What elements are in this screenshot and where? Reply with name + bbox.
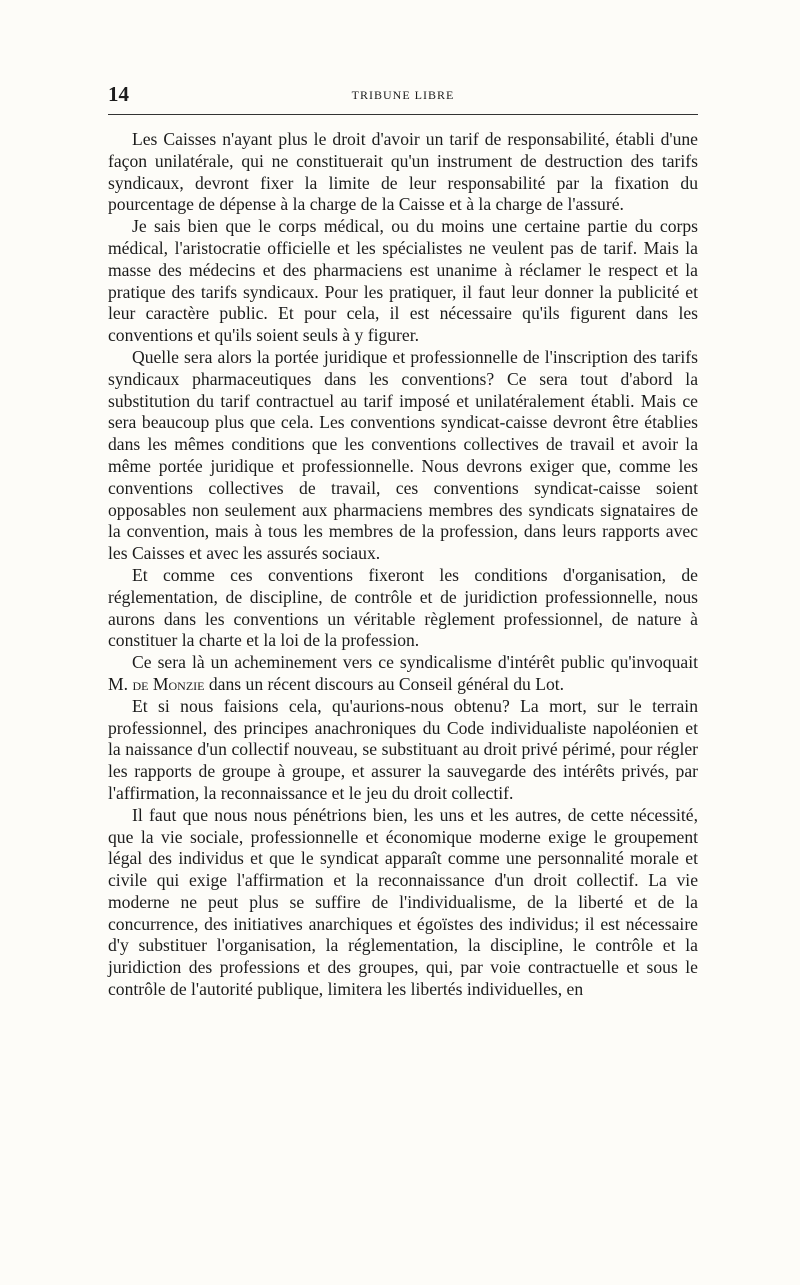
paragraph-5-after: dans un récent discours au Conseil général du Lot. (204, 673, 565, 694)
paragraph-7: Il faut que nous nous pénétrions bien, les uns et les autres, de cette nécessité, que la vie sociale, professionnelle et économique moderne exige le groupement légal des individus et que le syndicat apparaît comme une personnalité morale et civile qui exige l'affirmation et la reconnaissance d'un droit collectif. La vie moderne ne peut plus se suffire de l'individualisme, de la liberté et de la concurrence, des initiatives anarchiques et égoïstes des individus; il est nécessaire d'y substituer l'organisation, la réglementation, la discipline, le contrôle et la juridiction des professions et des groupes, qui, par voie contractuelle et sous le contrôle de l'autorité publique, limitera les libertés individuelles, en (108, 804, 698, 1000)
running-title: TRIBUNE LIBRE (351, 88, 455, 102)
paragraph-3: Quelle sera alors la portée juridique et professionnelle de l'inscription des tarifs syndicaux pharmaceutiques dans les conventions? Ce sera tout d'abord la substitution du tarif contractuel au tarif imposé et unilatéralement établi. Mais ce sera beaucoup plus que cela. Les conventions syndicat-caisse devront être établies dans les mêmes conditions que les conventions collectives de travail et avoir la même portée juridique et professionnelle. Nous devrons exiger que, comme les conventions collectives de travail, ces conventions syndicat-caisse soient opposables non seulement aux pharmaciens membres des syndicats signataires de la convention, mais à tous les membres de la profession, dans leurs rapports avec les Caisses et avec les assurés sociaux. (108, 346, 698, 564)
page-number: 14 (108, 82, 129, 106)
body-text (108, 129, 698, 1001)
paragraph-6: Et si nous faisions cela, qu'aurions-nous obtenu? La mort, sur le terrain professionnel, des principes anachroniques du Code individualiste napoléonien et la naissance d'un collectif nouveau, se substituant au droit privé périmé, pour régler les rapports de groupe à groupe, et assurer la sauvegarde des intérêts privés, par l'affirmation, la reconnaissance et le jeu du droit collectif. (108, 695, 698, 803)
header-rule (108, 114, 698, 115)
document-page (108, 82, 698, 1001)
paragraph-5 (108, 652, 698, 696)
person-name: de Monzie (132, 673, 205, 694)
paragraph-4: Et comme ces conventions fixeront les conditions d'organisation, de réglementation, de discipline, de contrôle et de juridiction professionnelle, nous aurons dans les conventions un véritable règlement professionnel, de nature à constituer la charte et la loi de la profession. (108, 564, 698, 651)
paragraph-5-before: Ce sera là un acheminement vers ce syndicalisme d'intérêt public qu'invoquait M. (108, 652, 698, 694)
paragraph-1: Les Caisses n'ayant plus le droit d'avoir un tarif de responsabilité, établi d'une façon unilatérale, qui ne constituerait qu'un instrument de destruction des tarifs syndicaux, devront fixer la limite de leur responsabilité par la fixation du pourcentage de dépense à la charge de la Caisse et à la charge de l'assuré. (108, 129, 698, 215)
paragraph-2: Je sais bien que le corps médical, ou du moins une certaine partie du corps médical, l'aristocratie officielle et les spécialistes ne veulent pas de tarif. Mais la masse des médecins et des pharmaciens est unanime à réclamer le respect et la pratique des tarifs syndicaux. Pour les pratiquer, il faut leur donner la publicité et leur caractère public. Et pour cela, il est nécessaire qu'ils figurent dans les conventions et qu'ils soient seuls à y figurer. (108, 216, 698, 346)
page-header (108, 82, 698, 114)
